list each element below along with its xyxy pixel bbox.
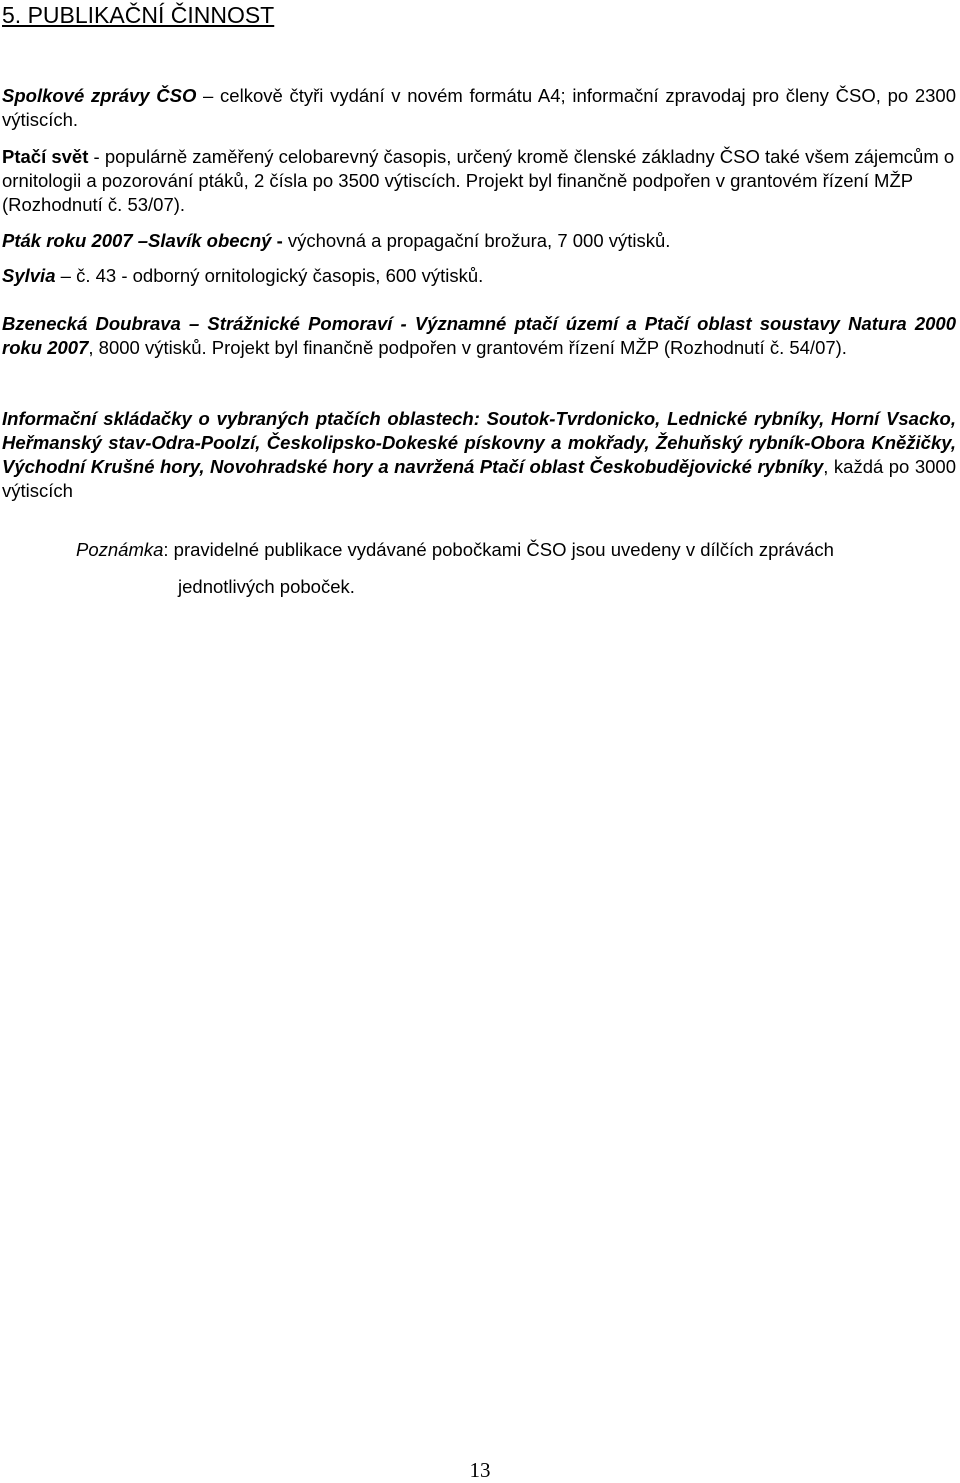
publication-title: Informační skládačky o vybraných ptačích oblastech: Soutok-Tvrdonicko, Lednické rybníky, Horní Vsacko, Heřmanský stav-Odra-Poolzí, Českolipsko-Dokeské pískovny a mokřady, Žehuňský rybník-Obora Kněžičky, Východní Krušné hory, Novohradské hory a navržená Ptačí oblast Českobudějovické rybníky — [2, 408, 956, 477]
publication-description: výchovná a propagační brožura, 7 000 výtisků. — [282, 230, 671, 251]
paragraph-spolkove-zpravy — [2, 84, 956, 132]
publication-title: Spolkové zprávy ČSO — [2, 85, 197, 106]
paragraph-ptak-roku — [2, 229, 956, 253]
paragraph-sylvia — [2, 264, 956, 288]
publication-title: Ptačí svět — [2, 146, 89, 167]
note-label: Poznámka — [76, 539, 164, 560]
publication-description: , 8000 výtisků. Projekt byl finančně podpořen v grantovém řízení MŽP (Rozhodnutí č. 54/07). — [88, 337, 847, 358]
section-heading: 5. PUBLIKAČNÍ ČINNOST — [2, 2, 275, 28]
paragraph-bzenecka-doubrava — [2, 312, 956, 360]
publication-description: – č. 43 - odborný ornitologický časopis, 600 výtisků. — [55, 265, 484, 286]
publication-title: Sylvia — [2, 265, 56, 286]
paragraph-ptaci-svet — [2, 145, 956, 217]
publication-description: , každá po 3000 výtiscích — [2, 456, 956, 501]
publication-title: Bzenecká Doubrava – Strážnické Pomoraví - Významné ptačí území a Ptačí oblast soustavy Natura 2000 roku 2007 — [2, 313, 956, 358]
note-text: : pravidelné publikace vydávané pobočkami ČSO jsou uvedeny v dílčích zprávách — [163, 539, 834, 560]
note-paragraph — [76, 531, 956, 605]
publication-description: - populárně zaměřený celobarevný časopis, určený kromě členské základny ČSO také všem zájemcům o ornitologii a pozorování ptáků, 2 čísla po 3500 výtiscích. Projekt byl finančně podpořen v grantovém řízení MŽP (Rozhodnutí č. 53/07). — [2, 146, 955, 215]
page-number: 13 — [469, 1458, 491, 1482]
note-text-continued: jednotlivých poboček. — [178, 576, 355, 597]
paragraph-informacni-skladacky — [2, 407, 956, 503]
publication-description: – celkově čtyři vydání v novém formátu A4; informační zpravodaj pro členy ČSO, po 2300 výtiscích. — [2, 85, 956, 130]
publication-title: Pták roku 2007 –Slavík obecný — [2, 230, 272, 251]
publication-dash: - — [271, 230, 283, 251]
